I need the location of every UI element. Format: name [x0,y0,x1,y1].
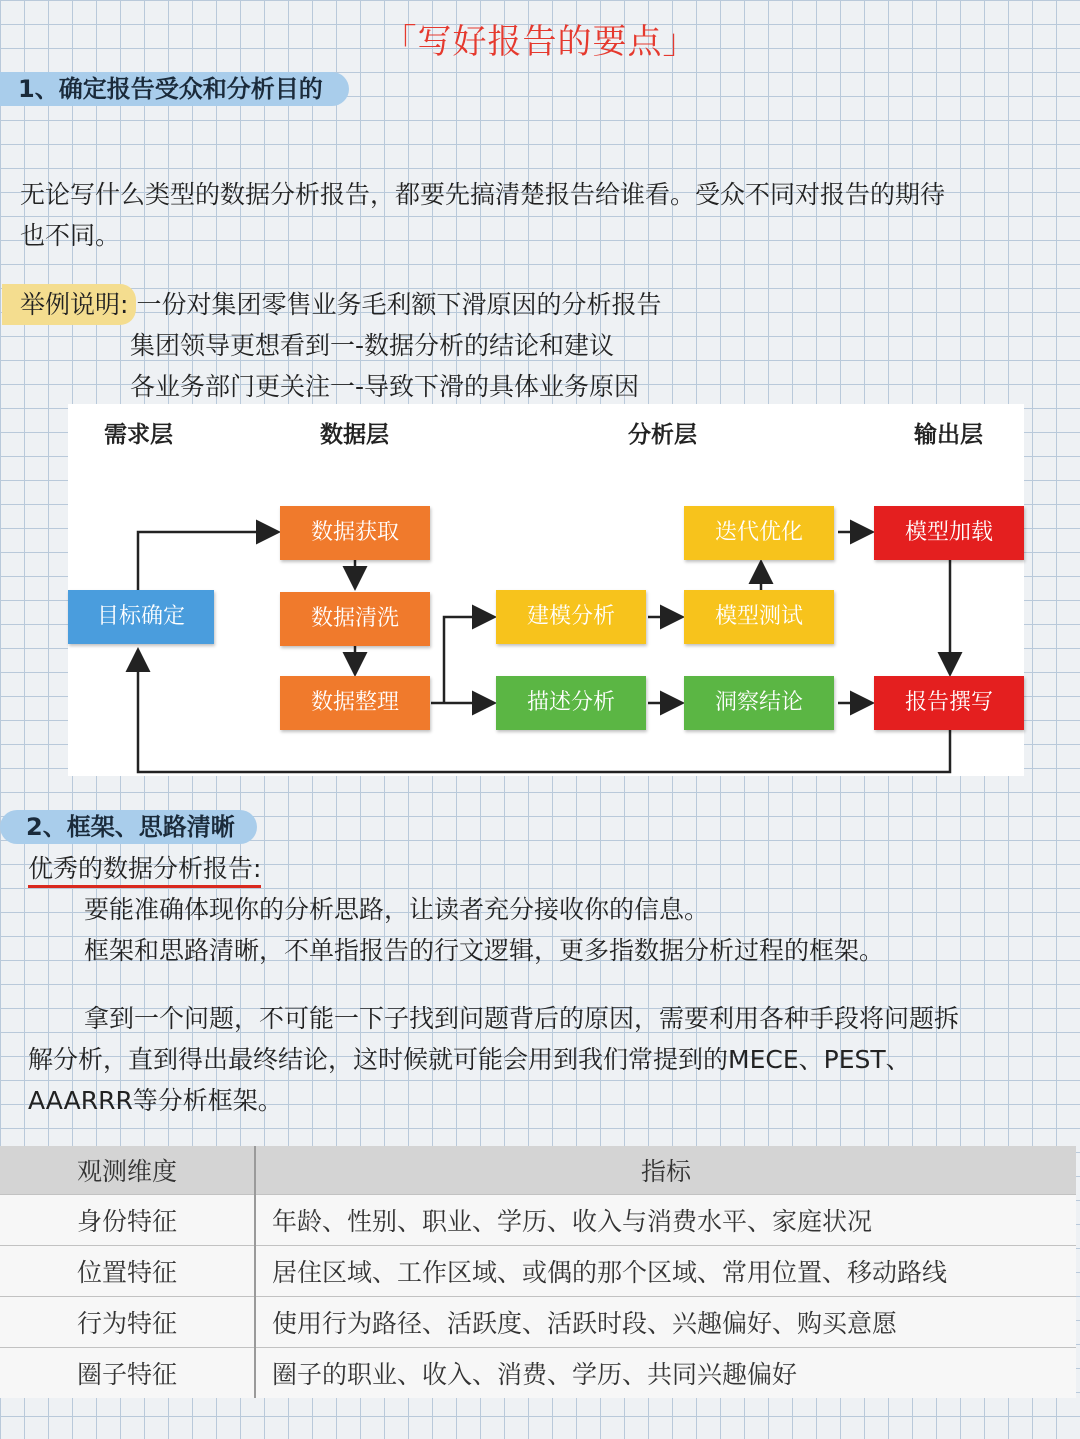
table-cell: 居住区域、工作区域、或偶的那个区域、常用位置、移动路线 [255,1246,1076,1297]
box-model-test: 模型测试 [684,590,834,644]
layer-demand: 需求层 [104,422,173,448]
layer-output: 输出层 [914,422,983,448]
table-cell: 身份特征 [0,1195,255,1246]
section1-heading: 1、确定报告受众和分析目的 [0,72,349,106]
section2-subheading: 优秀的数据分析报告: [28,854,261,888]
section1-paragraph [20,174,1060,256]
dimension-table [0,1146,1076,1398]
table-cell: 圈子特征 [0,1348,255,1399]
box-descriptive: 描述分析 [496,676,646,730]
example-line: 集团领导更想看到一-数据分析的结论和建议 [130,331,615,360]
table-cell: 年龄、性别、职业、学历、收入与消费水平、家庭状况 [255,1195,1076,1246]
section2-line: 框架和思路清晰，不单指报告的行文逻辑，更多指数据分析过程的框架。 [84,936,885,965]
section2-paragraph [28,998,1058,1121]
layer-data: 数据层 [320,422,389,448]
box-data-organize: 数据整理 [280,676,430,730]
box-report-write: 报告撰写 [874,676,1024,730]
table-header: 指标 [255,1146,1076,1195]
box-data-acquire: 数据获取 [280,506,430,560]
table-row [0,1348,1076,1399]
para-line: 无论写什么类型的数据分析报告，都要先搞清楚报告给谁看。受众不同对报告的期待 [20,180,946,209]
table-cell: 位置特征 [0,1246,255,1297]
example-label: 举例说明: [2,284,136,325]
section2-heading: 2、框架、思路清晰 [0,810,257,844]
table-row [0,1297,1076,1348]
para-line: 解分析，直到得出最终结论，这时候就可能会用到我们常提到的MECE、PEST、 [28,1045,911,1074]
para-line: 拿到一个问题，不可能一下子找到问题背后的原因，需要利用各种手段将问题拆 [84,1004,960,1033]
page-title: 「写好报告的要点」 [382,22,698,62]
para-line: AAARRR等分析框架。 [28,1086,283,1115]
section2-subheading-line [28,848,1068,889]
example-block [20,284,1060,407]
example-line [20,284,1060,325]
box-iterate: 迭代优化 [684,506,834,560]
section2-line: 要能准确体现你的分析思路，让读者充分接收你的信息。 [84,895,710,924]
box-insight: 洞察结论 [684,676,834,730]
table-header: 观测维度 [0,1146,255,1195]
table-row [0,1195,1076,1246]
example-line: 各业务部门更关注一-导致下滑的具体业务原因 [130,372,640,401]
flow-diagram [68,404,1024,776]
table-cell: 圈子的职业、收入、消费、学历、共同兴趣偏好 [255,1348,1076,1399]
table-cell: 使用行为路径、活跃度、活跃时段、兴趣偏好、购买意愿 [255,1297,1076,1348]
table-header-row [0,1146,1076,1195]
box-data-clean: 数据清洗 [280,592,430,646]
layer-analysis: 分析层 [628,422,697,448]
para-line: 也不同。 [20,221,121,250]
box-modeling: 建模分析 [496,590,646,644]
table-cell: 行为特征 [0,1297,255,1348]
section2-intro [28,848,1068,971]
box-model-load: 模型加载 [874,506,1024,560]
example-text: 一份对集团零售业务毛利额下滑原因的分析报告 [136,290,662,319]
table-row [0,1246,1076,1297]
box-goal: 目标确定 [68,590,214,644]
